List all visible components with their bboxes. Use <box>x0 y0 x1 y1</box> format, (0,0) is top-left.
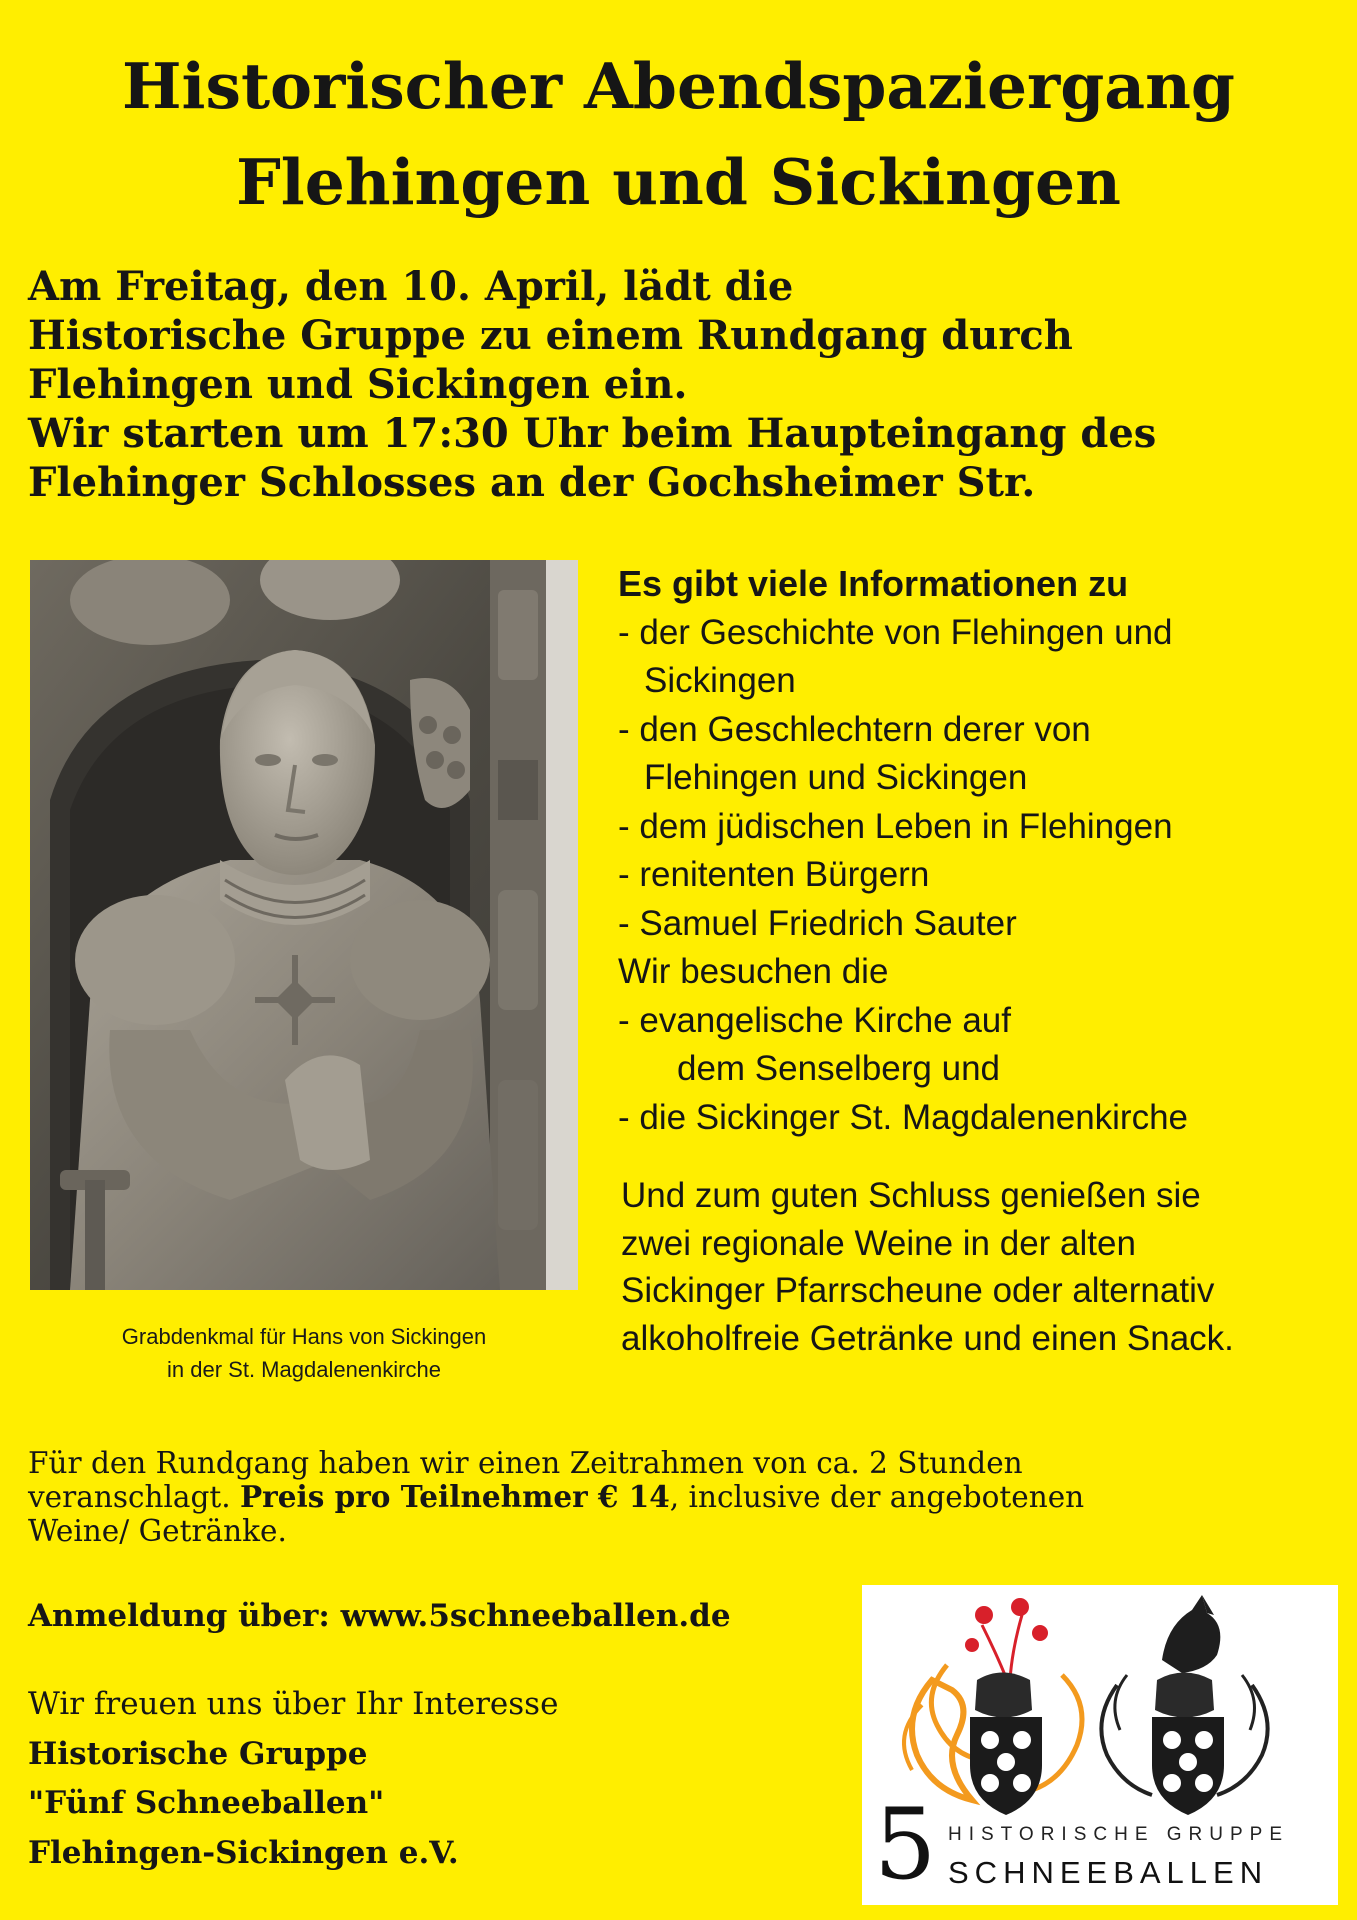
info-item: - renitenten Bürgern <box>618 855 930 894</box>
closing-line: zwei regionale Weine in der alten <box>621 1223 1136 1263</box>
title-line-1: Historischer Abendspaziergang <box>122 49 1235 123</box>
price-line-3: Weine/ Getränke. <box>28 1514 287 1548</box>
signature-block <box>28 1680 558 1878</box>
info-item: - Samuel Friedrich Sauter <box>618 903 1017 943</box>
tomb-monument-photo <box>30 560 578 1290</box>
info-list <box>618 560 1338 1142</box>
closing-line: Und zum guten Schluss genießen sie <box>621 1176 1201 1215</box>
visit-heading: Wir besuchen die <box>618 952 889 991</box>
organization-location: Flehingen-Sickingen e.V. <box>28 1834 459 1871</box>
price-line-2-end: , inclusive der angebotenen <box>669 1480 1085 1514</box>
intro-line: Historische Gruppe zu einem Rundgang durch <box>28 312 1073 359</box>
organization-name-quoted: "Fünf Schneeballen" <box>28 1785 385 1821</box>
organization-name: Historische Gruppe <box>28 1735 368 1772</box>
price-info <box>28 1446 1338 1548</box>
closing-text <box>621 1172 1341 1362</box>
price-line-2-start: veranschlagt. <box>28 1480 240 1514</box>
info-item: - dem jüdischen Leben in Flehingen <box>618 806 1173 846</box>
intro-line: Flehinger Schlosses an der Gochsheimer Str. <box>28 459 1036 506</box>
info-item: - der Geschichte von Flehingen und <box>618 612 1173 652</box>
closing-line: alkoholfreie Getränke und einen Snack. <box>621 1318 1234 1358</box>
logo-text-line-2: SCHNEEBALLEN <box>948 1855 1269 1890</box>
logo-text-line-1: HISTORISCHE GRUPPE <box>948 1824 1290 1845</box>
visit-item: - evangelische Kirche auf <box>618 1000 1011 1040</box>
registration-link[interactable]: Anmeldung über: www.5schneeballen.de <box>28 1598 731 1634</box>
closing-line: Sickinger Pfarrscheune oder alternativ <box>621 1271 1215 1310</box>
caption-line-1: Grabdenkmal für Hans von Sickingen <box>121 1324 487 1349</box>
intro-text <box>28 262 1338 507</box>
logo-number: 5 <box>874 1788 937 1902</box>
info-item-continued: Flehingen und Sickingen <box>644 758 1028 797</box>
schneeballen-logo <box>862 1585 1338 1905</box>
info-item-continued: Sickingen <box>644 661 796 700</box>
photo-caption <box>30 1320 578 1386</box>
info-heading: Es gibt viele Informationen zu <box>618 563 1129 604</box>
caption-line-2: in der St. Magdalenenkirche <box>167 1357 441 1382</box>
poster-title <box>0 38 1357 230</box>
price-line-1: Für den Rundgang haben wir einen Zeitrahmen von ca. 2 Stunden <box>28 1446 1023 1480</box>
visit-item: - die Sickinger St. Magdalenenkirche <box>618 1097 1189 1137</box>
thanks-line: Wir freuen uns über Ihr Interesse <box>28 1686 559 1722</box>
visit-item-continued: dem Senselberg und <box>677 1049 1000 1088</box>
price-line-2 <box>28 1480 1338 1514</box>
info-item: - den Geschlechtern derer von <box>618 709 1091 749</box>
title-line-2: Flehingen und Sickingen <box>236 145 1121 219</box>
intro-line: Am Freitag, den 10. April, lädt die <box>28 263 794 310</box>
intro-line: Wir starten um 17:30 Uhr beim Haupteingang des <box>28 410 1157 457</box>
price-highlight: Preis pro Teilnehmer € 14 <box>240 1479 670 1514</box>
intro-line: Flehingen und Sickingen ein. <box>28 361 688 408</box>
